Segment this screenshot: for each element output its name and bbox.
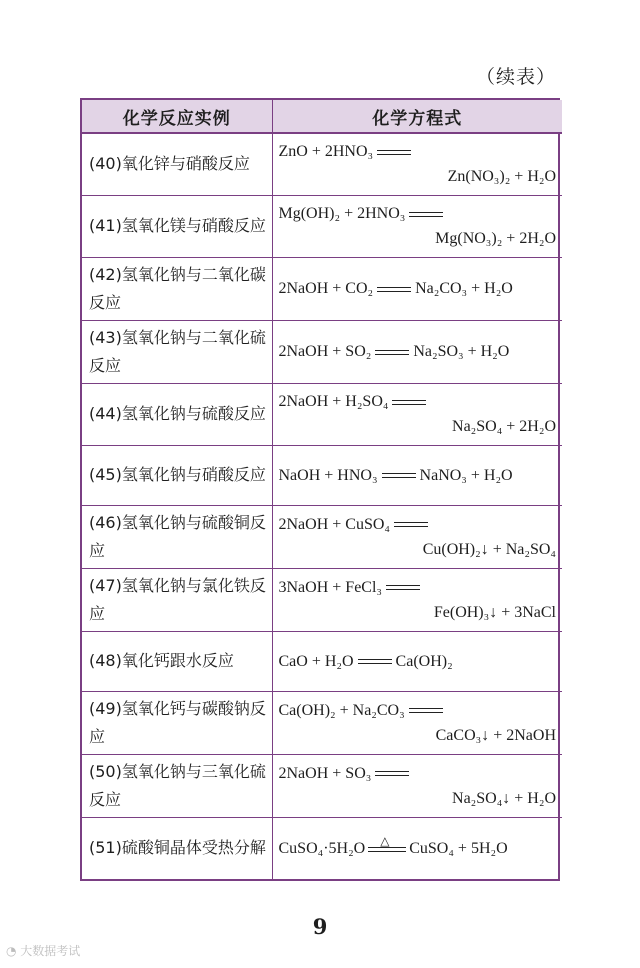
chemical-equation xyxy=(272,445,562,505)
heat-triangle-icon: △ xyxy=(380,834,390,849)
equation-reactants: CaO + H₂O xyxy=(278,652,354,670)
table-row xyxy=(82,383,562,445)
table-row xyxy=(82,195,562,257)
equals-sign xyxy=(392,400,426,405)
table-row xyxy=(82,754,562,817)
table-row xyxy=(82,568,562,631)
equation-products: Zn(NO₃)₂ + H₂O xyxy=(447,168,556,186)
equation-reactants: CuSO₄·5H₂O xyxy=(278,839,366,857)
chemical-equation xyxy=(272,383,562,445)
equals-sign xyxy=(377,287,411,292)
reaction-example: (46)氢氧化钠与硫酸铜反应 xyxy=(82,505,272,568)
equation-products: NaNO₃ + H₂O xyxy=(419,466,513,484)
table-header-row xyxy=(82,100,562,133)
chemical-equation xyxy=(272,257,562,320)
equation-reactants: NaOH + HNO₃ xyxy=(278,466,378,484)
reaction-table xyxy=(80,98,560,881)
equation-reactants: 2NaOH + H₂SO₄ xyxy=(278,393,389,410)
table-row xyxy=(82,817,562,879)
equation-reactants: 2NaOH + CO₂ xyxy=(278,280,374,297)
equation-reactants: 2NaOH + SO₂ xyxy=(278,343,372,360)
equation-products: Na₂SO₄ + 2H₂O xyxy=(452,418,556,435)
reaction-example: (51)硫酸铜晶体受热分解 xyxy=(82,817,272,879)
equation-reactants: ZnO + 2HNO₃ xyxy=(278,143,374,161)
equals-sign xyxy=(382,473,416,478)
reaction-example: (42)氢氧化钠与二氧化碳反应 xyxy=(82,257,272,320)
table-row xyxy=(82,445,562,505)
equation-products: Na₂SO₃ + H₂O xyxy=(413,343,510,360)
table-row xyxy=(82,691,562,754)
equals-sign xyxy=(375,350,409,355)
column-header-example: 化学反应实例 xyxy=(82,100,272,133)
chemical-equation xyxy=(272,320,562,383)
equation-products: Na₂SO₄↓ + H₂O xyxy=(452,789,556,807)
equals-sign xyxy=(409,708,443,713)
chemical-equation xyxy=(272,631,562,691)
equation-products: Cu(OH)₂↓ + Na₂SO₄ xyxy=(422,540,556,558)
equals-sign xyxy=(377,150,411,155)
reaction-example: (47)氢氧化钠与氯化铁反应 xyxy=(82,568,272,631)
chemical-equation xyxy=(272,754,562,817)
chemical-equation xyxy=(272,133,562,195)
equation-products: CuSO₄ + 5H₂O xyxy=(409,839,508,857)
equation-reactants: Mg(OH)₂ + 2HNO₃ xyxy=(278,205,406,222)
chemical-equation xyxy=(272,195,562,257)
equals-sign xyxy=(394,522,428,527)
chemical-equation xyxy=(272,691,562,754)
equation-reactants: 2NaOH + CuSO₄ xyxy=(278,515,390,533)
equation-reactants: 3NaOH + FeCl₃ xyxy=(278,578,382,596)
table-row xyxy=(82,133,562,195)
equation-reactants: 2NaOH + SO₃ xyxy=(278,764,372,782)
column-header-equation: 化学方程式 xyxy=(272,100,562,133)
equation-products: Fe(OH)₃↓ + 3NaCl xyxy=(433,603,556,621)
equation-products: Ca(OH)₂ xyxy=(395,652,453,670)
reaction-example: (48)氧化钙跟水反应 xyxy=(82,631,272,691)
equation-products: CaCO₃↓ + 2NaOH xyxy=(435,726,556,744)
reaction-example: (43)氢氧化钠与二氧化硫反应 xyxy=(82,320,272,383)
reaction-example: (44)氢氧化钠与硫酸反应 xyxy=(82,383,272,445)
reaction-example: (45)氢氧化钠与硝酸反应 xyxy=(82,445,272,505)
table-row xyxy=(82,320,562,383)
reaction-example: (41)氢氧化镁与硝酸反应 xyxy=(82,195,272,257)
equation-products: Na₂CO₃ + H₂O xyxy=(415,280,513,297)
chemical-equation xyxy=(272,505,562,568)
watermark-logo: ◔ 大数据考试 xyxy=(6,944,81,958)
reaction-example: (40)氧化锌与硝酸反应 xyxy=(82,133,272,195)
equation-reactants: Ca(OH)₂ + Na₂CO₃ xyxy=(278,701,405,719)
table-row xyxy=(82,257,562,320)
reaction-example: (50)氢氧化钠与三氧化硫反应 xyxy=(82,754,272,817)
chemical-equation xyxy=(272,568,562,631)
equals-sign xyxy=(409,212,443,217)
equation-products: Mg(NO₃)₂ + 2H₂O xyxy=(435,230,556,247)
table-row xyxy=(82,505,562,568)
equals-sign xyxy=(358,659,392,664)
page-number: 9 xyxy=(312,914,328,939)
table-row xyxy=(82,631,562,691)
equals-sign xyxy=(386,585,420,590)
heat-equals-sign xyxy=(368,834,406,856)
chemical-equation xyxy=(272,817,562,879)
continued-label: （续表） xyxy=(475,66,556,88)
equals-sign xyxy=(375,771,409,776)
reaction-example: (49)氢氧化钙与碳酸钠反应 xyxy=(82,691,272,754)
